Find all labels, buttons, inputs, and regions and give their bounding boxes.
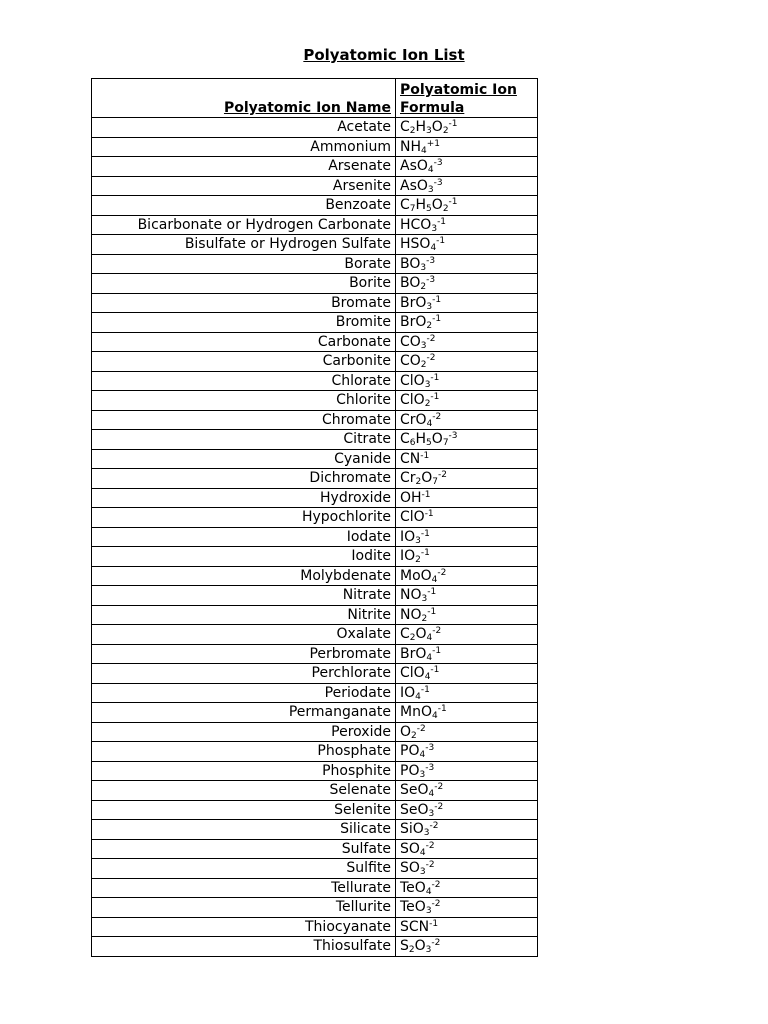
ion-name: Permanganate — [92, 703, 396, 723]
ion-formula — [396, 839, 538, 859]
formula-subscript: 2 — [409, 126, 416, 137]
ion-name: Borite — [92, 274, 396, 294]
formula-charge: -1 — [430, 372, 440, 383]
formula-charge: -1 — [430, 665, 440, 676]
table-row — [92, 761, 538, 781]
table-row — [92, 371, 538, 391]
ion-formula — [396, 449, 538, 469]
formula-subscript: 3 — [427, 184, 434, 195]
ion-name: Oxalate — [92, 625, 396, 645]
ion-formula — [396, 371, 538, 391]
formula-symbol: ClO — [400, 509, 425, 526]
formula-charge: -3 — [448, 431, 458, 442]
formula-charge: -1 — [448, 197, 458, 208]
table-row — [92, 566, 538, 586]
formula-subscript: 3 — [425, 945, 432, 956]
formula-symbol: TeO — [400, 899, 426, 916]
column-header-formula: Polyatomic Ion Formula — [396, 79, 538, 118]
formula-charge: -3 — [433, 177, 443, 188]
table-row — [92, 332, 538, 352]
table-row — [92, 274, 538, 294]
ion-formula — [396, 605, 538, 625]
formula-subscript: 4 — [426, 418, 433, 429]
formula-symbol: BO — [400, 275, 421, 292]
formula-subscript: 4 — [431, 574, 438, 585]
formula-symbol: MnO — [400, 704, 432, 721]
formula-charge: -3 — [426, 255, 436, 266]
formula-subscript: 2 — [408, 945, 415, 956]
ion-name: Bromite — [92, 313, 396, 333]
formula-charge: -1 — [424, 509, 434, 520]
formula-symbol: BrO — [400, 314, 427, 331]
formula-subscript: 4 — [426, 633, 433, 644]
ion-formula — [396, 917, 538, 937]
ion-formula — [396, 137, 538, 157]
formula-charge: -1 — [429, 918, 439, 929]
formula-charge: -3 — [433, 158, 443, 169]
formula-subscript: 3 — [420, 340, 427, 351]
formula-charge: +1 — [426, 138, 441, 149]
formula-charge: -1 — [432, 314, 442, 325]
formula-subscript: 3 — [415, 535, 421, 546]
formula-charge: -1 — [436, 236, 446, 247]
ion-name: Hydroxide — [92, 488, 396, 508]
formula-symbol: CO — [400, 353, 421, 370]
formula-charge: -1 — [420, 548, 430, 559]
ion-formula — [396, 196, 538, 216]
table-row — [92, 137, 538, 157]
formula-charge: -1 — [432, 294, 442, 305]
formula-subscript: 3 — [421, 594, 428, 605]
table-row — [92, 644, 538, 664]
formula-charge: -1 — [427, 606, 437, 617]
formula-subscript: 5 — [426, 204, 432, 215]
formula-symbol: O — [431, 197, 443, 214]
ion-name: Chlorite — [92, 391, 396, 411]
formula-symbol: AsO — [400, 158, 428, 175]
formula-subscript: 3 — [428, 808, 435, 819]
formula-charge: -1 — [430, 392, 440, 403]
formula-charge: -1 — [448, 119, 458, 130]
ion-formula — [396, 781, 538, 801]
formula-subscript: 7 — [442, 438, 449, 449]
table-row — [92, 157, 538, 177]
formula-symbol: CrO — [400, 411, 427, 428]
formula-subscript: 4 — [430, 243, 437, 254]
formula-symbol: IO — [400, 548, 416, 565]
formula-subscript: 3 — [419, 867, 426, 878]
ion-name: Iodate — [92, 527, 396, 547]
ion-formula — [396, 176, 538, 196]
formula-subscript: 4 — [415, 691, 421, 702]
table-row — [92, 859, 538, 879]
formula-subscript: 4 — [426, 652, 433, 663]
formula-symbol: C — [400, 626, 410, 643]
ion-name: Selenite — [92, 800, 396, 820]
ion-name: Benzoate — [92, 196, 396, 216]
table-row — [92, 410, 538, 430]
table-row — [92, 664, 538, 684]
ion-formula — [396, 878, 538, 898]
formula-symbol: S — [400, 938, 409, 955]
ion-name: Phosphate — [92, 742, 396, 762]
formula-charge: -2 — [431, 938, 441, 949]
ion-name: Thiosulfate — [92, 937, 396, 957]
formula-charge: -2 — [438, 470, 448, 481]
formula-charge: -1 — [420, 528, 430, 539]
table-row — [92, 215, 538, 235]
ion-formula — [396, 352, 538, 372]
formula-subscript: 2 — [420, 282, 427, 293]
ion-name: Nitrite — [92, 605, 396, 625]
ion-name: Iodite — [92, 547, 396, 567]
formula-symbol: H — [415, 431, 427, 448]
table-row — [92, 800, 538, 820]
formula-charge: -2 — [429, 821, 439, 832]
formula-subscript: 7 — [432, 477, 439, 488]
formula-charge: -2 — [426, 353, 436, 364]
formula-symbol: O — [431, 119, 443, 136]
table-row — [92, 586, 538, 606]
table-row — [92, 254, 538, 274]
ion-formula — [396, 683, 538, 703]
ion-formula — [396, 235, 538, 255]
table-row — [92, 527, 538, 547]
formula-symbol: HSO — [400, 236, 431, 253]
formula-symbol: O — [421, 470, 433, 487]
formula-subscript: 4 — [419, 750, 426, 761]
formula-subscript: 2 — [420, 360, 427, 371]
formula-charge: -2 — [431, 899, 441, 910]
formula-charge: -2 — [432, 626, 442, 637]
ion-formula — [396, 293, 538, 313]
table-row — [92, 352, 538, 372]
formula-symbol: NO — [400, 587, 422, 604]
table-row — [92, 937, 538, 957]
ion-name: Carbonate — [92, 332, 396, 352]
ion-name: Tellurate — [92, 878, 396, 898]
formula-charge: -1 — [432, 645, 442, 656]
formula-subscript: 3 — [420, 262, 427, 273]
formula-subscript: 2 — [409, 633, 416, 644]
formula-charge: -2 — [425, 840, 435, 851]
ion-name: Borate — [92, 254, 396, 274]
formula-subscript: 2 — [421, 613, 428, 624]
ion-formula — [396, 313, 538, 333]
formula-symbol: BO — [400, 255, 421, 272]
table-row — [92, 118, 538, 138]
formula-subscript: 2 — [411, 730, 417, 741]
formula-charge: -1 — [420, 684, 430, 695]
table-row — [92, 683, 538, 703]
table-row — [92, 176, 538, 196]
formula-symbol: ClO — [400, 372, 425, 389]
formula-symbol: C — [400, 119, 410, 136]
formula-symbol: BrO — [400, 294, 427, 311]
formula-symbol: SeO — [400, 782, 429, 799]
ion-formula — [396, 898, 538, 918]
table-row — [92, 703, 538, 723]
ion-name: Thiocyanate — [92, 917, 396, 937]
table-row — [92, 313, 538, 333]
table-row — [92, 820, 538, 840]
formula-charge: -1 — [427, 587, 437, 598]
formula-symbol: BrO — [400, 645, 427, 662]
formula-symbol: TeO — [400, 879, 426, 896]
formula-symbol: CN — [400, 450, 421, 467]
formula-symbol: H — [415, 197, 427, 214]
formula-symbol: OH — [400, 489, 422, 506]
table-body — [92, 118, 538, 957]
formula-charge: -2 — [434, 782, 444, 793]
ion-name: Citrate — [92, 430, 396, 450]
formula-symbol: C — [400, 197, 410, 214]
formula-subscript: 2 — [442, 204, 449, 215]
ion-name: Chlorate — [92, 371, 396, 391]
ion-formula — [396, 820, 538, 840]
formula-charge: -2 — [434, 801, 444, 812]
ion-formula — [396, 430, 538, 450]
formula-subscript: 5 — [426, 438, 432, 449]
polyatomic-ion-table — [91, 78, 538, 957]
ion-name: Dichromate — [92, 469, 396, 489]
formula-subscript: 2 — [415, 555, 421, 566]
formula-charge: -3 — [425, 762, 435, 773]
formula-symbol: PO — [400, 743, 420, 760]
ion-formula — [396, 703, 538, 723]
formula-symbol: AsO — [400, 177, 428, 194]
formula-symbol: SeO — [400, 801, 429, 818]
formula-charge: -2 — [425, 860, 435, 871]
table-row — [92, 430, 538, 450]
ion-name: Bicarbonate or Hydrogen Carbonate — [92, 215, 396, 235]
ion-formula — [396, 215, 538, 235]
page-title: Polyatomic Ion List — [303, 46, 465, 64]
table-row — [92, 547, 538, 567]
formula-subscript: 4 — [419, 847, 426, 858]
ion-name: Arsenite — [92, 176, 396, 196]
ion-name: Molybdenate — [92, 566, 396, 586]
table-row — [92, 196, 538, 216]
table-row — [92, 449, 538, 469]
ion-name: Periodate — [92, 683, 396, 703]
ion-name: Nitrate — [92, 586, 396, 606]
ion-formula — [396, 742, 538, 762]
formula-subscript: 4 — [428, 789, 435, 800]
formula-subscript: 2 — [415, 477, 422, 488]
ion-formula — [396, 391, 538, 411]
formula-symbol: HCO — [400, 216, 432, 233]
ion-name: Bromate — [92, 293, 396, 313]
ion-formula — [396, 761, 538, 781]
formula-symbol: MoO — [400, 567, 432, 584]
ion-formula — [396, 625, 538, 645]
formula-symbol: CO — [400, 333, 421, 350]
table-row — [92, 469, 538, 489]
formula-subscript: 2 — [424, 399, 431, 410]
formula-subscript: 3 — [425, 906, 432, 917]
ion-formula — [396, 488, 538, 508]
formula-subscript: 6 — [409, 438, 416, 449]
formula-charge: -2 — [416, 723, 426, 734]
formula-symbol: SO — [400, 860, 420, 877]
formula-symbol: SCN — [400, 918, 430, 935]
formula-symbol: SiO — [400, 821, 424, 838]
formula-charge: -1 — [437, 704, 447, 715]
ion-name: Peroxide — [92, 722, 396, 742]
table-row — [92, 488, 538, 508]
ion-name: Acetate — [92, 118, 396, 138]
table-row — [92, 878, 538, 898]
ion-formula — [396, 586, 538, 606]
ion-name: Cyanide — [92, 449, 396, 469]
ion-formula — [396, 254, 538, 274]
ion-formula — [396, 644, 538, 664]
formula-subscript: 3 — [426, 301, 433, 312]
formula-subscript: 3 — [419, 769, 426, 780]
ion-formula — [396, 566, 538, 586]
formula-symbol: ClO — [400, 665, 425, 682]
formula-symbol: Cr — [400, 470, 416, 487]
ion-formula — [396, 118, 538, 138]
ion-name: Chromate — [92, 410, 396, 430]
formula-subscript: 4 — [421, 145, 427, 156]
formula-symbol: NO — [400, 606, 422, 623]
formula-subscript: 4 — [425, 886, 432, 897]
table-row — [92, 917, 538, 937]
formula-charge: -3 — [425, 743, 435, 754]
ion-name: Phosphite — [92, 761, 396, 781]
ion-formula — [396, 469, 538, 489]
formula-symbol: NH — [400, 138, 421, 155]
ion-name: Selenate — [92, 781, 396, 801]
ion-formula — [396, 274, 538, 294]
table-row — [92, 742, 538, 762]
table-row — [92, 722, 538, 742]
ion-formula — [396, 937, 538, 957]
ion-formula — [396, 332, 538, 352]
ion-name: Bisulfate or Hydrogen Sulfate — [92, 235, 396, 255]
ion-name: Arsenate — [92, 157, 396, 177]
formula-symbol: ClO — [400, 392, 425, 409]
ion-name: Carbonite — [92, 352, 396, 372]
ion-name: Perbromate — [92, 644, 396, 664]
table-header-row — [92, 79, 538, 118]
ion-formula — [396, 410, 538, 430]
ion-name: Tellurite — [92, 898, 396, 918]
formula-charge: -2 — [437, 567, 447, 578]
ion-formula — [396, 664, 538, 684]
ion-formula — [396, 157, 538, 177]
ion-name: Hypochlorite — [92, 508, 396, 528]
formula-subscript: 4 — [431, 711, 438, 722]
table-row — [92, 508, 538, 528]
ion-formula — [396, 800, 538, 820]
ion-name: Silicate — [92, 820, 396, 840]
formula-symbol: C — [400, 431, 410, 448]
formula-symbol: O — [414, 938, 426, 955]
formula-symbol: IO — [400, 528, 416, 545]
formula-subscript: 3 — [431, 223, 438, 234]
formula-subscript: 7 — [409, 204, 416, 215]
formula-charge: -1 — [421, 489, 431, 500]
ion-formula — [396, 859, 538, 879]
formula-charge: -2 — [431, 879, 441, 890]
formula-symbol: H — [415, 119, 427, 136]
ion-formula — [396, 527, 538, 547]
ion-name: Sulfite — [92, 859, 396, 879]
ion-formula — [396, 722, 538, 742]
table-row — [92, 605, 538, 625]
formula-symbol: IO — [400, 684, 416, 701]
formula-symbol: O — [415, 626, 427, 643]
table-row — [92, 839, 538, 859]
formula-subscript: 4 — [427, 165, 434, 176]
formula-symbol: O — [400, 723, 412, 740]
column-header-name: Polyatomic Ion Name — [92, 79, 396, 118]
formula-charge: -3 — [426, 275, 436, 286]
formula-subscript: 4 — [424, 672, 431, 683]
ion-name: Sulfate — [92, 839, 396, 859]
table-row — [92, 898, 538, 918]
formula-subscript: 2 — [442, 126, 449, 137]
formula-charge: -2 — [426, 333, 436, 344]
formula-subscript: 3 — [426, 126, 432, 137]
formula-symbol: SO — [400, 840, 420, 857]
ion-formula — [396, 508, 538, 528]
formula-symbol: O — [431, 431, 443, 448]
formula-subscript: 3 — [423, 828, 430, 839]
table-row — [92, 391, 538, 411]
formula-charge: -2 — [432, 411, 442, 422]
ion-name: Ammonium — [92, 137, 396, 157]
formula-charge: -1 — [437, 216, 447, 227]
table-row — [92, 625, 538, 645]
ion-formula — [396, 547, 538, 567]
formula-subscript: 3 — [424, 379, 431, 390]
table-row — [92, 293, 538, 313]
formula-subscript: 2 — [426, 321, 433, 332]
ion-name: Perchlorate — [92, 664, 396, 684]
formula-symbol: PO — [400, 762, 420, 779]
table-row — [92, 235, 538, 255]
table-row — [92, 781, 538, 801]
formula-charge: -1 — [420, 450, 430, 461]
